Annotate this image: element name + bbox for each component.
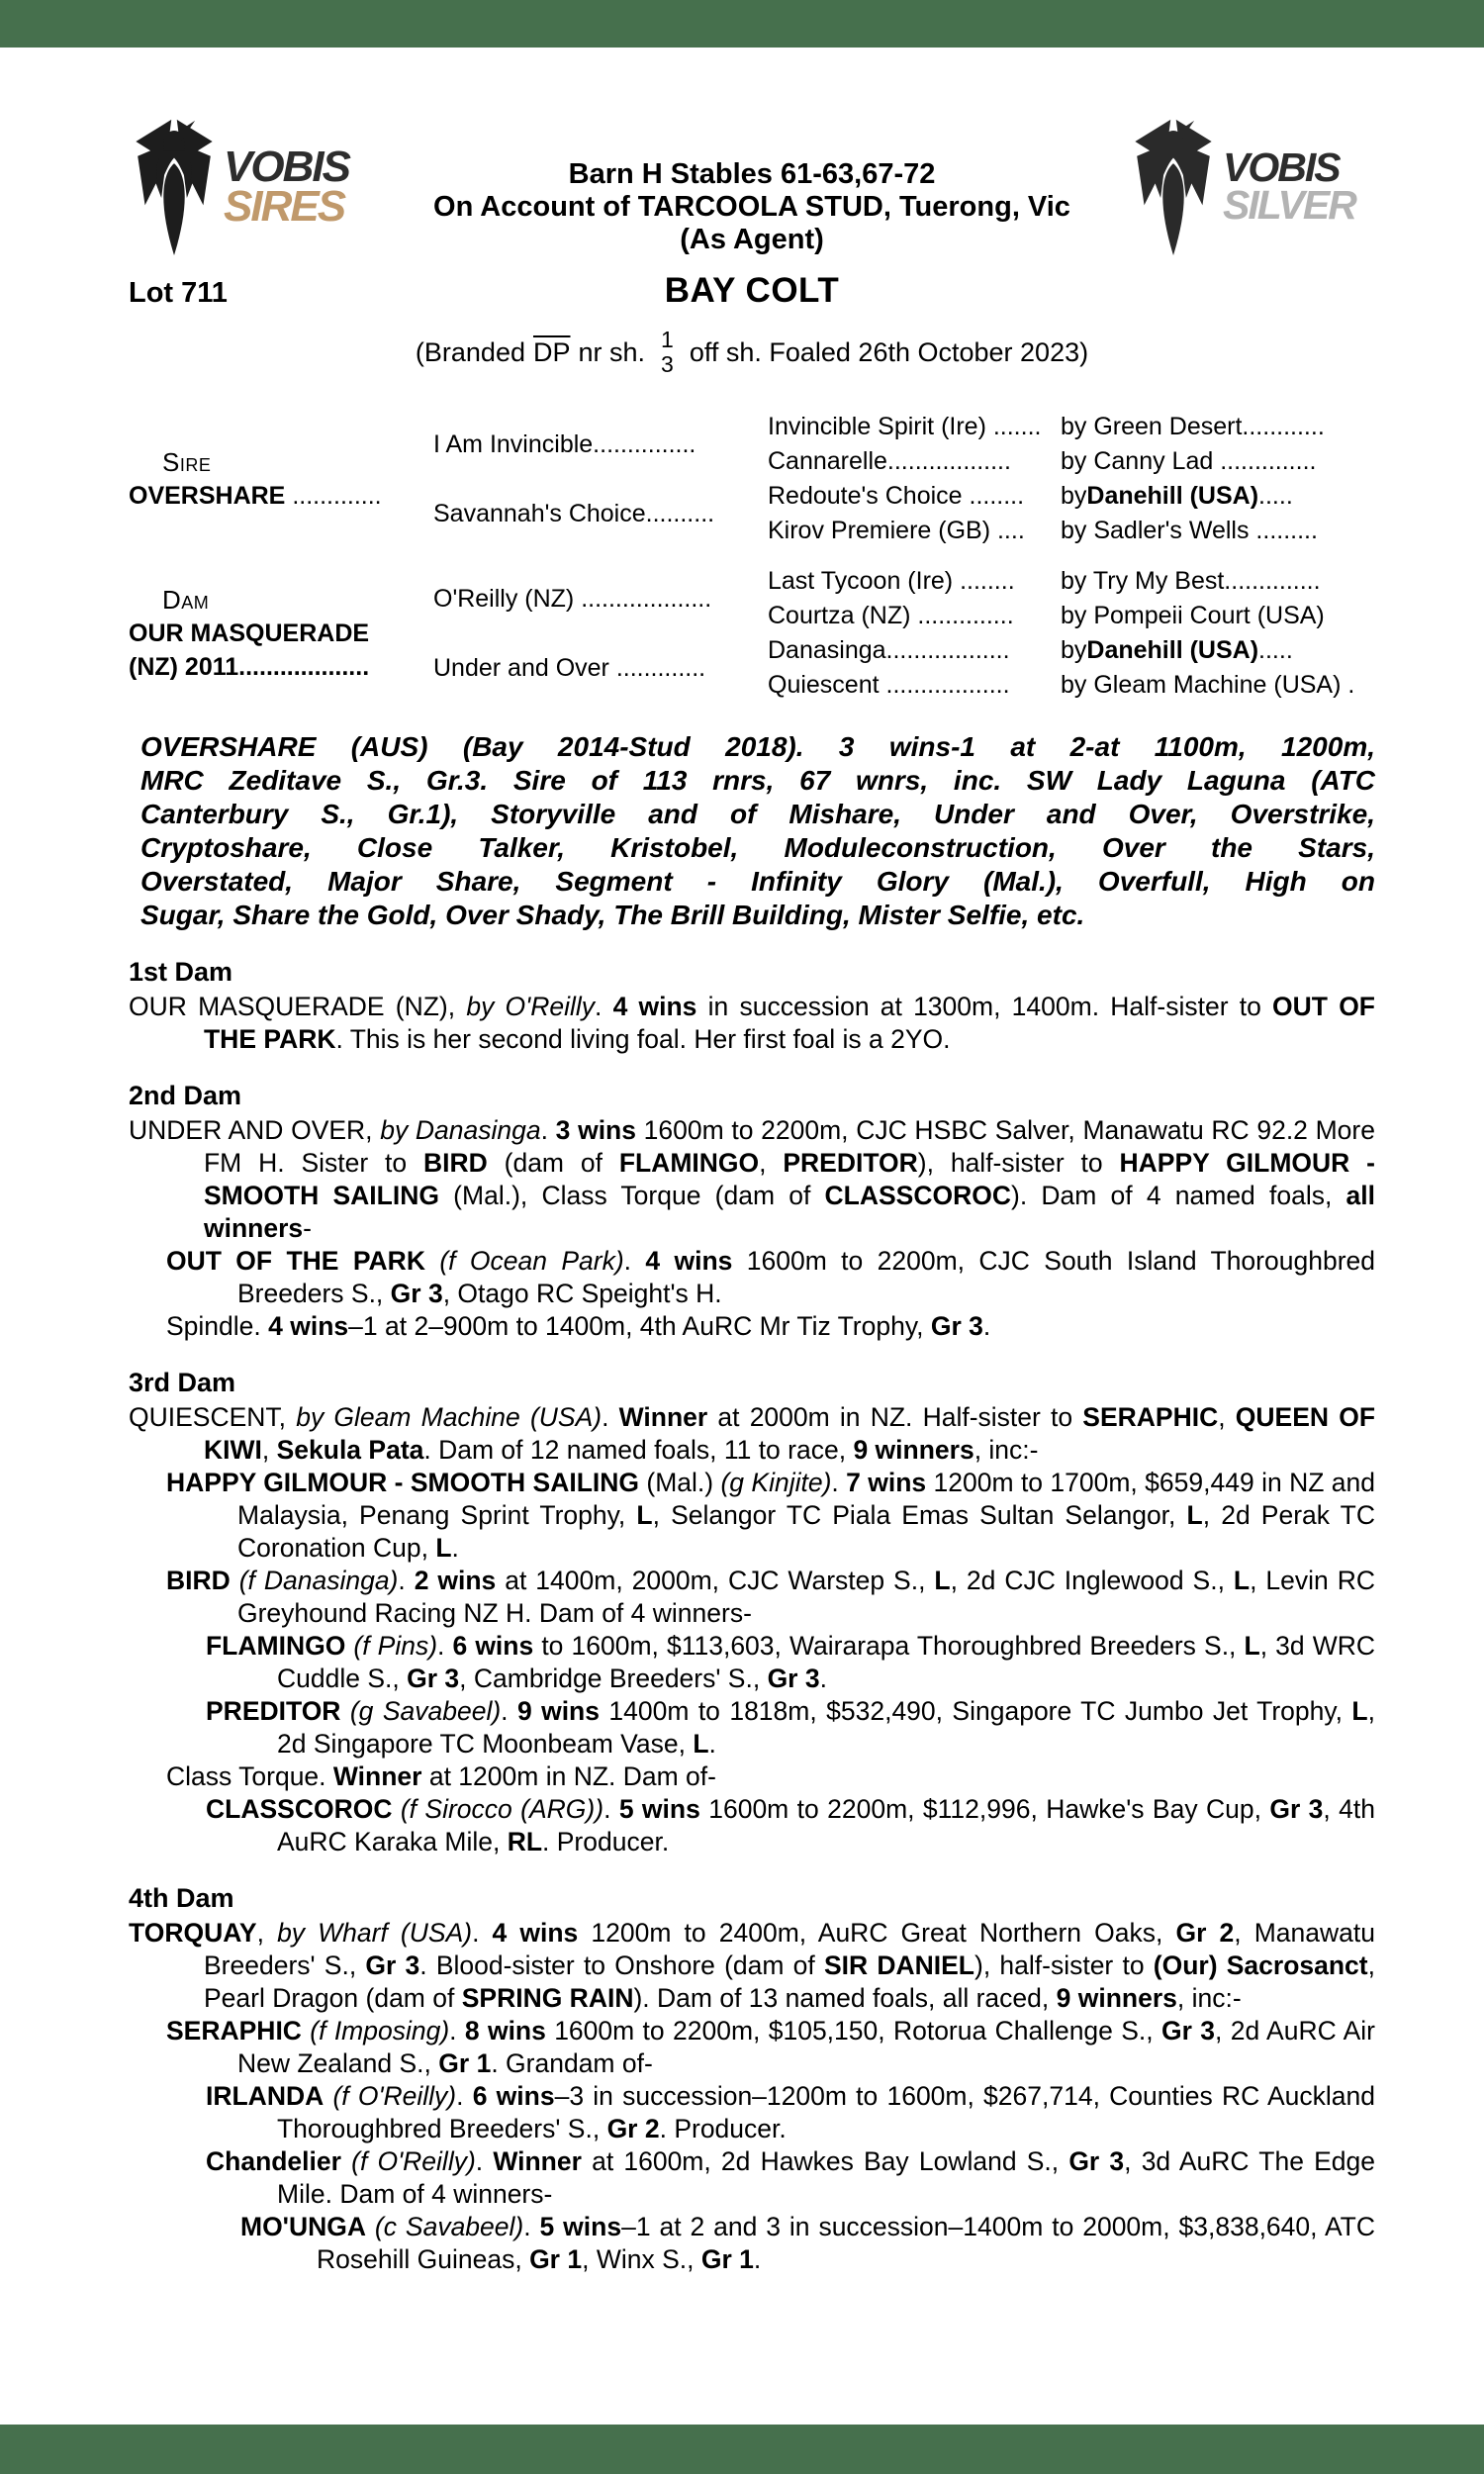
brand-fraction-denominator: 3 (661, 351, 674, 377)
lot-number: Lot 711 (129, 277, 228, 309)
dam-sections (129, 957, 1375, 2276)
consignor-block (376, 107, 1128, 267)
account-line: On Account of TARCOOLA STUD, Tuerong, Vic (433, 191, 1070, 223)
pedigree-paragraph: SERAPHIC (f Imposing). 8 wins 1600m to 2200m, $105,150, Rotorua Challenge S., Gr 3, 2d AuRC Air New Zealand S., Gr 1. Grandam of- (166, 2016, 1376, 2078)
gen3-name: Last Tycoon (Ire) ........ (768, 567, 1015, 595)
agent-line: (As Agent) (680, 224, 824, 255)
vobis-sires-wordmark (224, 142, 349, 231)
gen3-name: Redoute's Choice ........ (768, 482, 1025, 510)
pedigree-paragraph: BIRD (f Danasinga). 2 wins at 1400m, 2000m, CJC Warstep S., L, 2d CJC Inglewood S., L, Levin RC Greyhound Racing NZ H. Dam of 4 winners- (166, 1566, 1375, 1628)
logo-word-sires: SIRES (224, 182, 345, 231)
brand-fraction-numerator: 1 (661, 327, 674, 352)
sire-summary-line: Cryptoshare, Close Talker, Kristobel, Moduleconstruction, Over the Stars, (140, 832, 1375, 863)
horse-and-jockey-emblem (1128, 110, 1219, 264)
bottom-border-band (0, 2425, 1484, 2474)
brand-fraction (661, 328, 674, 377)
sire-summary-line: MRC Zeditave S., Gr.3. Sire of 113 rnrs, 67 wnrs, inc. SW Lady Laguna (ATC (140, 765, 1375, 796)
sire-name: OVERSHARE ............. (129, 482, 382, 510)
dam-cell (129, 564, 433, 703)
granddam-of-sire: Savannah's Choice.......... (433, 499, 715, 527)
pedigree-paragraph: PREDITOR (g Savabeel). 9 wins 1400m to 1818m, $532,490, Singapore TC Jumbo Jet Trophy, L, 2d Singapore TC Moonbeam Vase, L. (206, 1696, 1375, 1759)
gen3-by: by Danehill (USA) ..... (1061, 636, 1293, 664)
vobis-sires-logo (129, 107, 376, 267)
gen3-by: by Sadler's Wells ......... (1061, 517, 1318, 544)
pedigree-paragraph: CLASSCOROC (f Sirocco (ARG)). 5 wins 1600m to 2200m, $112,996, Hawke's Bay Cup, Gr 3, 4th AuRC Karaka Mile, RL. Producer. (206, 1794, 1375, 1856)
gen3-name: Kirov Premiere (GB) .... (768, 517, 1025, 544)
gen3-name: Courtza (NZ) .............. (768, 602, 1014, 629)
pedigree-paragraph: Chandelier (f O'Reilly). Winner at 1600m, 2d Hawkes Bay Lowland S., Gr 3, 3d AuRC The Edge Mile. Dam of 4 winners- (206, 2146, 1375, 2209)
sire-summary-line: Sugar, Share the Gold, Over Shady, The Brill Building, Mister Selfie, etc. (140, 900, 1085, 930)
page-content (0, 48, 1484, 2276)
branded-prefix: (Branded (415, 336, 525, 367)
dam-name: OUR MASQUERADE (129, 619, 370, 647)
top-border-band (0, 0, 1484, 48)
brand-mark: $\overline{DP}$ (532, 336, 571, 367)
pedigree-paragraph: FLAMINGO (f Pins). 6 wins to 1600m, $113,603, Wairarapa Thoroughbred Breeders S., L, 3d WRC Cuddle S., Gr 3, Cambridge Breeders' S., Gr 3. (206, 1631, 1375, 1693)
dam-section (129, 1368, 1375, 1858)
gen3-by: by Canny Lad .............. (1061, 447, 1317, 475)
dam-heading: 1st Dam (129, 957, 233, 987)
gen3-name: Cannarelle.................. (768, 447, 1011, 475)
sire-label: Sire (162, 447, 212, 477)
logo-word-silver: SILVER (1223, 182, 1355, 228)
pedigree-paragraph: Spindle. 4 wins–1 at 2–900m to 1400m, 4th AuRC Mr Tiz Trophy, Gr 3. (166, 1311, 991, 1341)
gen3-name: Danasinga.................. (768, 636, 1010, 664)
gen3-by: by Pompeii Court (USA) (1061, 602, 1325, 629)
gen3-by: by Gleam Machine (USA) . (1061, 671, 1355, 699)
sire-summary-line: Overstated, Major Share, Segment - Infinity Glory (Mal.), Overfull, High on (140, 866, 1375, 897)
granddam-of-dam: Under and Over ............. (433, 653, 706, 682)
pedigree-paragraph: UNDER AND OVER, by Danasinga. 3 wins 1600m to 2200m, CJC HSBC Salver, Manawatu RC 92.2 More FM H. Sister to BIRD (dam of FLAMINGO, PREDITOR), half-sister to HAPPY GILMOUR - SMOOTH SAILING (Mal.), Class Torque (dam of CLASSCOROC). Dam of 4 named foals, all winners- (129, 1115, 1375, 1243)
pedigree-paragraph: TORQUAY, by Wharf (USA). 4 wins 1200m to 2400m, AuRC Great Northern Oaks, Gr 2, Manawatu Breeders' S., Gr 3. Blood-sister to Onshore (dam of SIR DANIEL), half-sister to (Our) Sacrosanct, Pearl Dragon (dam of SPRING RAIN). Dam of 13 named foals, all raced, 9 winners, inc:- (129, 1918, 1375, 2013)
pedigree-paragraph: OUR MASQUERADE (NZ), by O'Reilly. 4 wins in succession at 1300m, 1400m. Half-sister to OUT OF THE PARK. This is her second living foal. Her first foal is a 2YO. (129, 992, 1375, 1054)
dam-section (129, 957, 1375, 1056)
gen3-name: Quiescent .................. (768, 671, 1010, 699)
sire-summary (129, 730, 1375, 932)
gen3-by: by Green Desert............ (1061, 413, 1325, 440)
horse-title: BAY COLT (664, 271, 840, 310)
pedigree-paragraph: OUT OF THE PARK (f Ocean Park). 4 wins 1600m to 2200m, CJC South Island Thoroughbred Breeders S., Gr 3, Otago RC Speight's H. (166, 1246, 1375, 1308)
gen3-by: by Try My Best.............. (1061, 567, 1321, 595)
gen3-by: by Danehill (USA) ..... (1061, 482, 1293, 510)
branded-mid: nr sh. (578, 336, 646, 367)
sire-summary-line: OVERSHARE (AUS) (Bay 2014-Stud 2018). 3 wins-1 at 2-at 1100m, 1200m, (140, 731, 1375, 762)
sire-cell (129, 410, 433, 548)
lot-row (129, 271, 1375, 317)
pedigree-paragraph: IRLANDA (f O'Reilly). 6 wins–3 in succession–1200m to 1600m, $267,714, Counties RC Auckland Thoroughbred Breeders' S., Gr 2. Producer. (206, 2081, 1375, 2143)
brand-foaling-line (129, 325, 1375, 380)
dam-label: Dam (162, 585, 210, 615)
pedigree-paragraph: HAPPY GILMOUR - SMOOTH SAILING (Mal.) (g Kinjite). 7 wins 1200m to 1700m, $659,449 in NZ and Malaysia, Penang Sprint Trophy, L, Selangor TC Piala Emas Sultan Selangor, L, 2d Perak TC Coronation Cup, L. (166, 1468, 1375, 1563)
vobis-silver-wordmark (1223, 144, 1355, 228)
pedigree-paragraph: Class Torque. Winner at 1200m in NZ. Dam of- (166, 1761, 716, 1791)
dam-heading: 4th Dam (129, 1883, 234, 1913)
pedigree-paragraph: QUIESCENT, by Gleam Machine (USA). Winner at 2000m in NZ. Half-sister to SERAPHIC, QUEEN OF KIWI, Sekula Pata. Dam of 12 named foals, 11 to race, 9 winners, inc:- (129, 1402, 1376, 1465)
dam-section (129, 1081, 1375, 1343)
gen3-name: Invincible Spirit (Ire) ....... (768, 413, 1042, 440)
horse-and-jockey-emblem (129, 110, 220, 264)
header-row (129, 107, 1375, 267)
branded-suffix: off sh. Foaled 26th October 2023) (689, 336, 1089, 367)
grandsire-of-sire: I Am Invincible............... (433, 429, 696, 458)
grandsire-of-dam: O'Reilly (NZ) ................... (433, 584, 712, 613)
dam-heading: 2nd Dam (129, 1081, 242, 1110)
pedigree-table (129, 410, 1375, 703)
sire-summary-line: Canterbury S., Gr.1), Storyville and of Mishare, Under and Over, Overstrike, (140, 799, 1375, 829)
pedigree-paragraph: MO'UNGA (c Savabeel). 5 wins–1 at 2 and 3 in succession–1400m to 2000m, $3,838,640, ATC Rosehill Guineas, Gr 1, Winx S., Gr 1. (240, 2212, 1375, 2274)
dam-section (129, 1883, 1375, 2276)
logo-word-vobis: VOBIS (224, 142, 349, 191)
stable-line: Barn H Stables 61-63,67-72 (568, 158, 936, 190)
dam-name-suffix: (NZ) 2011................... (129, 653, 370, 681)
logo-word-vobis: VOBIS (1223, 144, 1340, 191)
dam-heading: 3rd Dam (129, 1368, 236, 1397)
vobis-silver-logo (1128, 107, 1375, 267)
